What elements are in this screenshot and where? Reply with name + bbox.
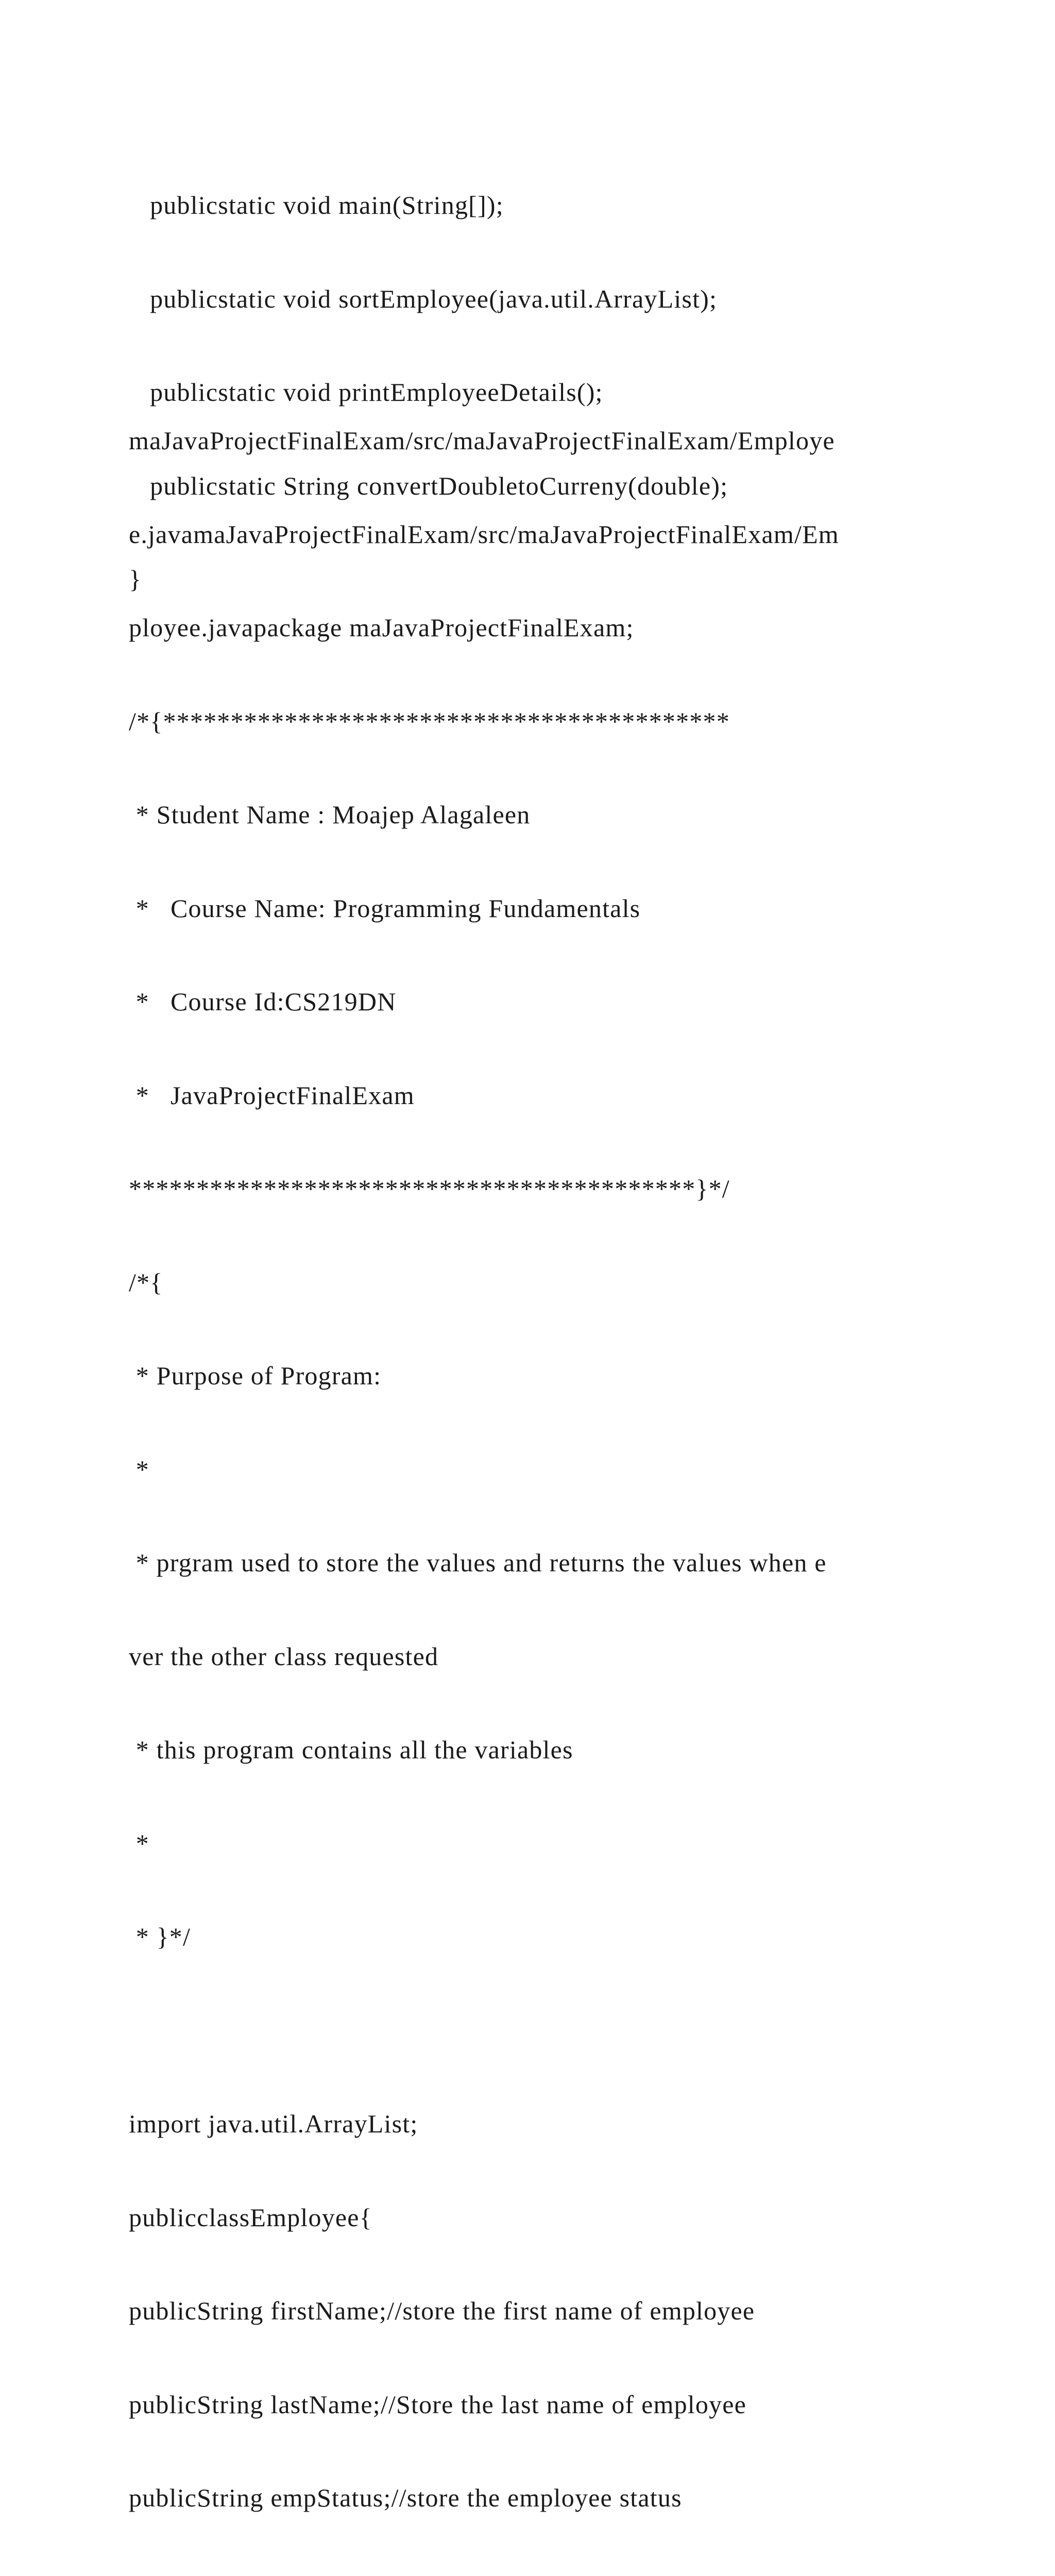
header-comment-line: * Course Name: Programming Fundamentals xyxy=(129,892,839,926)
code-line: publicstatic void sortEmployee(java.util.ArrayList); xyxy=(129,282,728,316)
purpose-comment-line: * xyxy=(129,1453,839,1487)
purpose-comment-line: * }*/ xyxy=(129,1920,839,1954)
header-comment-line: * Student Name : Moajep Alagaleen xyxy=(129,798,839,832)
header-comment-line: * Course Id:CS219DN xyxy=(129,985,839,1019)
field-declaration-line: publicString empStatus;//store the employee status xyxy=(129,2481,839,2515)
purpose-comment-line: ver the other class requested xyxy=(129,1640,839,1674)
header-comment-line: ******************************************}*/ xyxy=(129,1172,839,1206)
field-declaration-line: publicString lastName;//Store the last name of employee xyxy=(129,2388,839,2422)
code-line: publicstatic void printEmployeeDetails(); xyxy=(129,376,728,410)
purpose-comment-line: * prgram used to store the values and returns the values when e xyxy=(129,1546,839,1580)
purpose-comment-line: * Purpose of Program: xyxy=(129,1359,839,1393)
purpose-comment-line: /*{ xyxy=(129,1266,839,1300)
class-declaration-line: publicclassEmployee{ xyxy=(129,2201,839,2235)
code-line: publicstatic void main(String[]); xyxy=(129,189,728,223)
purpose-comment-line: * this program contains all the variables xyxy=(129,1733,839,1767)
file-path-line: e.javamaJavaProjectFinalExam/src/maJavaProjectFinalExam/Em xyxy=(129,518,839,552)
header-comment-line: * JavaProjectFinalExam xyxy=(129,1079,839,1113)
code-line: } xyxy=(129,563,728,597)
purpose-comment-line: * xyxy=(129,1827,839,1861)
blank-line xyxy=(129,2014,839,2048)
import-line: import java.util.ArrayList; xyxy=(129,2107,839,2141)
employee-class-source xyxy=(129,364,839,2576)
package-declaration-line: ployee.javapackage maJavaProjectFinalExam; xyxy=(129,611,839,645)
field-declaration-line: publicString firstName;//store the first name of employee xyxy=(129,2294,839,2328)
header-comment-line: /*{****************************************** xyxy=(129,705,839,739)
code-line: publicstatic String convertDoubletoCurreny(double); xyxy=(129,469,728,503)
field-declaration-line xyxy=(129,2575,839,2576)
file-path-line: maJavaProjectFinalExam/src/maJavaProjectFinalExam/Employe xyxy=(129,424,839,458)
